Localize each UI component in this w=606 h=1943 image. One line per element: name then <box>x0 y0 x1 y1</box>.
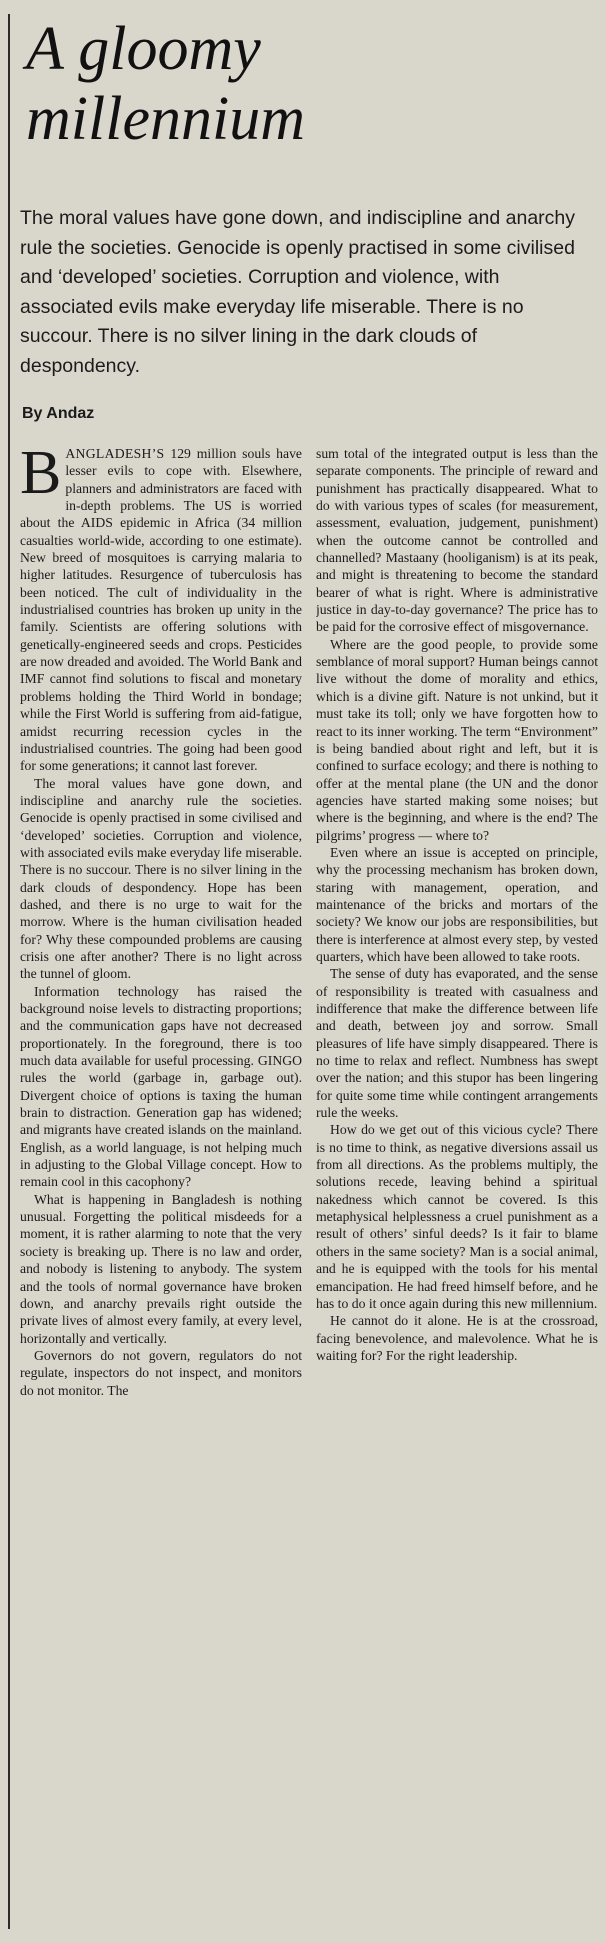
paragraph-5: Governors do not govern, regulators do not regulate, inspectors do not inspect, and monitors do not monitor. The <box>20 1347 302 1398</box>
column-rule <box>8 14 10 1929</box>
paragraph-4: What is happening in Bangladesh is nothing unusual. Forgetting the political misdeeds for a moment, it is rather alarming to note that the very society is breaking up. There is no law and order, and nobody is listening to anybody. The system and the tools of normal governance have broken down, and anarchy prevails right outside the private lives of almost every family, at every level, horizontally and vertically. <box>20 1191 302 1346</box>
lead-caps: ANGLADESH’S <box>65 446 165 461</box>
drop-cap: B <box>20 445 62 507</box>
paragraph-11: He cannot do it alone. He is at the crossroad, facing benevolence, and malevolence. What he is waiting for? For the right leadership. <box>316 1313 598 1363</box>
title-line-1: A gloomy <box>26 15 261 83</box>
article-header <box>20 6 598 423</box>
paragraph-8: Even where an issue is accepted on principle, why the processing mechanism has broken down, staring with management, operation, and maintenance of the bricks and mortars of the society? We know our jobs are responsibilities, but there is interference at almost every step, by vested quarters, which have been allowed to take roots. <box>316 844 598 964</box>
paragraph-2: The moral values have gone down, and indiscipline and anarchy rule the societies. Genocide is openly practised in some civilised and ‘developed’ societies. Corruption and violence, with associated evils make everyday life miserable. There is no succour. There is no silver lining in the dark clouds of despondency. Hope has been dashed, and there is no urge to wait for the morrow. Where is the human civilisation headed for? Why these compounded problems are causing crisis one after another? There is no light across the tunnel of gloom. <box>20 775 302 982</box>
paragraph-7: Where are the good people, to provide some semblance of moral support? Human beings cannot live without the dome of morality and ethics, which is a divine gift. Nature is not unkind, but it must take its toll; only we have forgotten how to react to its inner working. The term “Environment” is being bandied about right and left, but it is confined to surface ecology; and there is nothing to offer at the mental plane (the UN and the donor agencies have started making some noises; but where is the beginning, and where is the end? The pilgrims’ progress — where to? <box>316 636 598 843</box>
paragraph-1 <box>20 445 302 775</box>
body-column-right <box>316 445 598 1937</box>
paragraph-9: The sense of duty has evaporated, and the sense of responsibility is treated with casualness and indifference that make the difference between life and death, between joy and sorrow. Small pleasures of life have simply disappeared. There is no time to relax and reflect. Numbness has swept over the nation; and this stupor has been lingering for quite some time while contingent arrangements rule the weeks. <box>316 966 598 1121</box>
paragraph-6: sum total of the integrated output is less than the separate components. The principle of reward and punishment has practically disappeared. What to do with various types of scales (for measurement, assessment, evaluation, judgement, punishment) when the outcome cannot be controlled and channelled? Mastaany (hooliganism) is at its peak, and might is threatening to become the standard bearer of what is right. Where is administrative justice in day-to-day governance? The price has to be paid for the corrosive effect of misgovernance. <box>316 446 598 635</box>
title-line-2: millennium <box>26 85 305 153</box>
paragraph-3: Information technology has raised the background noise levels to distracting proportions; and the communication gaps have not decreased proportionately. In the foreground, there is too much data available for useful processing. GINGO rules the world (garbage in, garbage out). Divergent choice of options is taxing the human brain to distraction. Generation gap has widened; and migrants have created islands on the mainland. English, as a world language, is not helping much in adjusting to the Global Village concept. How to remain cool in this cacophony? <box>20 983 302 1190</box>
article-standfirst: The moral values have gone down, and indiscipline and anarchy rule the societies. Genocide is openly practised in some civilised and ‘developed’ societies. Corruption and violence, with associated evils make everyday life miserable. There is no succour. There is no silver lining in the dark clouds of despondency. <box>20 207 576 377</box>
byline: By Andaz <box>22 405 95 422</box>
article-body <box>20 445 598 1937</box>
paragraph-1-text: 129 million souls have lesser evils to cope with. Elsewhere, planners and administrators are faced with in-depth problems. The US is worried about the AIDS epidemic in Africa (34 million casualties world-wide, according to one estimate). New breed of mosquitoes is carrying malaria to higher latitudes. Resurgence of tuberculosis has been noticed. The cult of individuality in the industrialised countries has broken up unity in the family. Scientists are offering solutions with genetically-engineered seeds and crops. Pesticides are now dreaded and avoided. The World Bank and IMF cannot find solutions to fiscal and monetary problems holding the Third World in bondage; while the First World is suffering from aid-fatigue, amidst recurring recession cycles in the industrialised countries. The going had been good for some generations; it cannot last forever. <box>20 446 302 774</box>
article-title <box>26 14 598 154</box>
body-column-left <box>20 445 302 1937</box>
paragraph-10: How do we get out of this vicious cycle? There is no time to think, as negative diversions assail us from all directions. As the problems multiply, the solutions recede, leaving behind a spiritual nakedness which cannot be covered. Is this metaphysical helplessness a cruel punishment as a result of others’ sinful deeds? Is it fair to blame others in the same society? Man is a social animal, and he is equipped with the tools for his mental emancipation. He had freed himself before, and he has to do it once again during this new millennium. <box>316 1122 598 1311</box>
